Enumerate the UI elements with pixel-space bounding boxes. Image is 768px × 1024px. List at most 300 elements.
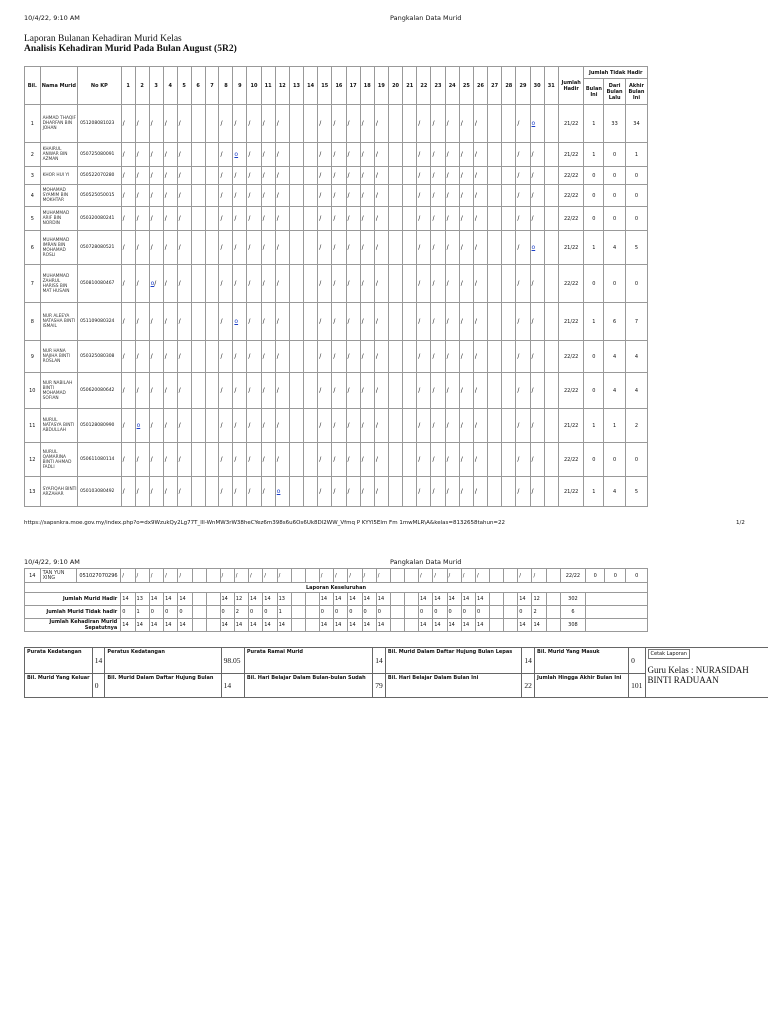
day-21-cell [403,409,417,443]
day-2-cell: / [135,265,149,303]
student-ic: 051109080324 [78,303,122,341]
day-18-cell: / [360,105,374,143]
day-12-cell: / [275,443,289,477]
day-27-cell [488,341,502,373]
day-14-cell [304,207,318,231]
day-12-cell[interactable] [275,477,289,507]
day-3-cell[interactable]: o/ [149,265,163,303]
day-31-cell [544,167,558,185]
student-ic: 050810080467 [78,265,122,303]
summary-day-value: 12 [532,593,546,606]
day-13-cell [289,443,303,477]
day-12-cell: / [275,207,289,231]
day-7-cell [205,185,219,207]
day-17-cell: / [346,373,360,409]
absent-end-month: 0 [625,207,647,231]
total-present: 22/22 [558,443,584,477]
day-6-cell [191,443,205,477]
day-23-cell: / [431,265,445,303]
day-6-cell [191,143,205,167]
student-row [25,303,648,341]
absent-previous: 0 [604,167,626,185]
summary-day-value: 14 [277,619,291,632]
day-15-cell: / [318,185,332,207]
summary-day-value: 13 [135,593,149,606]
day-19-cell: / [374,185,388,207]
day-17-cell: / [346,231,360,265]
day-20-cell [388,409,402,443]
day-8-cell: / [219,231,233,265]
absent-link[interactable]: o [276,488,281,495]
day-10-cell: / [247,105,261,143]
day-6-cell [191,231,205,265]
day-23-cell: / [431,409,445,443]
day-10-cell: / [247,443,261,477]
day-29-cell: / [516,185,530,207]
day-14-cell [304,373,318,409]
day-10-cell: / [247,477,261,507]
day-3-cell: / [149,341,163,373]
day-1-cell: / [121,105,135,143]
summary-day-value: 14 [447,619,461,632]
day-11-cell: / [261,207,275,231]
day-26-cell: / [473,409,487,443]
day-18-cell: / [360,477,374,507]
day-4-cell: / [163,167,177,185]
day-19-cell: / [374,341,388,373]
header-day: 6 [191,67,205,105]
day-23-cell: / [431,373,445,409]
summary-day-value: 14 [334,619,348,632]
summary-day-value: 0 [348,606,362,619]
day-30-cell: / [530,185,544,207]
day-15-cell: / [318,303,332,341]
day-31-cell [544,303,558,341]
absent-link[interactable]: o [136,422,141,429]
day-26-cell: / [473,373,487,409]
absent-end-month: 4 [625,373,647,409]
day-26-cell: / [473,167,487,185]
summary-day-value: 14 [220,619,234,632]
day-20-cell [388,477,402,507]
day-1-cell: / [121,409,135,443]
day-30-cell: / [530,477,544,507]
day-26-cell: / [473,443,487,477]
day-21-cell [403,231,417,265]
day-10-cell: / [249,569,263,583]
day-9-cell: / [233,105,247,143]
day-3-cell: / [149,373,163,409]
day-15-cell: / [318,207,332,231]
day-3-cell: / [149,207,163,231]
header-day: 29 [516,67,530,105]
daftar-lepas-label: Bil. Murid Dalam Daftar Hujung Bulan Lepas [385,648,522,674]
day-18-cell: / [362,569,376,583]
header-akhir-bulan: Akhir Bulan Ini [625,79,647,105]
day-18-cell: / [360,167,374,185]
day-27-cell [488,477,502,507]
day-26-cell: / [473,105,487,143]
absent-link[interactable]: o [234,151,239,158]
header-day: 17 [346,67,360,105]
day-28-cell [502,443,516,477]
day-15-cell: / [318,105,332,143]
day-15-cell: / [318,265,332,303]
day-31-cell [546,569,560,583]
summary-day-value: 14 [348,593,362,606]
day-18-cell: / [360,341,374,373]
day-28-cell [502,143,516,167]
day-7-cell [205,341,219,373]
day-18-cell: / [360,207,374,231]
day-1-cell: / [121,373,135,409]
summary-day-value [546,606,560,619]
day-23-cell: / [431,477,445,507]
day-18-cell: / [360,303,374,341]
attendance-table [24,66,648,507]
day-4-cell: / [163,409,177,443]
day-5-cell: / [177,167,191,185]
day-25-cell: / [459,265,473,303]
purata-kedatangan-value: 14 [92,648,105,674]
day-26-cell: / [473,231,487,265]
day-9-cell: / [233,207,247,231]
absent-end-month: 1 [625,143,647,167]
day-20-cell [388,207,402,231]
day-17-cell: / [346,443,360,477]
day-13-cell [289,409,303,443]
summary-day-value: 14 [164,593,178,606]
day-17-cell: / [346,265,360,303]
day-9-cell[interactable] [233,143,247,167]
day-4-cell: / [163,265,177,303]
day-13-cell [289,341,303,373]
total-present: 22/22 [560,569,585,583]
day-22-cell: / [417,341,431,373]
murid-masuk-value: 0 [629,648,645,674]
day-31-cell [544,265,558,303]
summary-label: Jumlah Murid Tidak hadir [25,606,121,619]
summary-day-value: 14 [418,593,432,606]
day-22-cell: / [417,409,431,443]
day-11-cell: / [261,185,275,207]
day-27-cell [490,569,504,583]
student-ic: 050325080308 [78,341,122,373]
day-14-cell [304,303,318,341]
day-11-cell: / [261,265,275,303]
day-17-cell: / [346,477,360,507]
purata-ramai-label: Purata Ramai Murid [244,648,372,674]
absent-previous: 4 [604,341,626,373]
day-25-cell: / [459,105,473,143]
day-30-cell[interactable] [530,105,544,143]
total-present: 22/22 [558,265,584,303]
day-23-cell: / [431,105,445,143]
print-report-button[interactable]: Cetak Laporan [648,649,690,659]
summary-day-value [291,593,305,606]
day-13-cell [289,373,303,409]
day-22-cell: / [417,443,431,477]
day-5-cell: / [177,143,191,167]
absent-this-month: 1 [584,231,604,265]
header-day: 21 [403,67,417,105]
page-url: https://sapsnkra.moe.gov.my/index.php?o=dx9WzukQy2Lg77T_lll-WnMW3rW38heCYez6m398s6u6Os6Uk8Dl2WW_Vfmq P KYYl5Elm Fm 1mwMLR\A&kelas=8132658tahun=22 [24,520,506,526]
day-15-cell: / [318,167,332,185]
day-4-cell: / [163,231,177,265]
day-6-cell [191,477,205,507]
summary-day-value [305,619,319,632]
day-20-cell [388,105,402,143]
student-name: SYAFIQAH BINTI ARZAHAR [40,477,77,507]
daftar-ini-label: Bil. Murid Dalam Daftar Hujung Bulan [105,674,221,698]
day-27-cell [488,105,502,143]
day-13-cell [289,143,303,167]
day-13-cell [291,569,305,583]
day-17-cell: / [346,341,360,373]
student-name: AHMAD THAQIF DHARFAN BIN JOHAN [40,105,77,143]
day-31-cell [544,105,558,143]
summary-empty [586,593,648,606]
day-22-cell: / [417,373,431,409]
total-present: 21/22 [558,477,584,507]
day-4-cell: / [163,143,177,167]
summary-day-value: 1 [135,606,149,619]
day-16-cell: / [332,231,346,265]
hari-ini-label: Bil. Hari Belajar Dalam Bulan Ini [385,674,522,698]
day-21-cell [403,373,417,409]
daftar-ini-value: 14 [221,674,244,698]
header-day: 22 [417,67,431,105]
day-29-cell: / [518,569,532,583]
summary-day-value [192,593,206,606]
day-12-cell: / [275,303,289,341]
day-9-cell: / [233,341,247,373]
day-12-cell: / [275,409,289,443]
day-26-cell: / [476,569,490,583]
header-day: 19 [374,67,388,105]
total-present: 21/22 [558,143,584,167]
day-9-cell: / [233,185,247,207]
summary-row [25,606,648,619]
day-11-cell: / [261,105,275,143]
total-present: 22/22 [558,207,584,231]
day-5-cell: / [177,373,191,409]
day-6-cell [191,373,205,409]
day-15-cell: / [318,341,332,373]
summary-day-value [490,593,504,606]
day-21-cell [405,569,419,583]
summary-day-value [504,619,518,632]
day-17-cell: / [346,143,360,167]
absent-this-month: 1 [584,105,604,143]
day-28-cell [504,569,518,583]
day-2-cell: / [135,143,149,167]
day-14-cell [304,167,318,185]
day-14-cell [304,341,318,373]
day-8-cell: / [220,569,234,583]
day-5-cell: / [177,105,191,143]
day-29-cell: / [516,265,530,303]
absent-previous: 33 [604,105,626,143]
day-7-cell [205,409,219,443]
day-24-cell: / [445,231,459,265]
absent-this-month: 0 [584,185,604,207]
summary-row [25,619,648,632]
day-27-cell [488,303,502,341]
day-17-cell: / [346,105,360,143]
day-30-cell: / [530,443,544,477]
day-17-cell: / [346,303,360,341]
day-2-cell: / [135,207,149,231]
summary-day-value: 14 [532,619,546,632]
day-5-cell: / [177,477,191,507]
student-name: MOHAMAD SYAMIM BIN MOKHTAR [40,185,77,207]
absent-this-month: 1 [584,143,604,167]
student-row [25,167,648,185]
student-name: NUR NABILAH BINTI MOHAMAD SOFIAN [40,373,77,409]
day-16-cell: / [332,143,346,167]
summary-day-value: 0 [121,606,135,619]
day-23-cell: / [431,207,445,231]
summary-day-value [504,606,518,619]
header-jumlah-hadir: Jumlah Hadir [558,67,584,105]
day-3-cell: / [149,167,163,185]
hingga-label: Jumlah Hingga Akhir Bulan Ini [535,674,629,698]
day-18-cell: / [360,443,374,477]
day-18-cell: / [360,185,374,207]
day-2-cell[interactable] [135,409,149,443]
day-7-cell [205,477,219,507]
absent-previous: 6 [604,303,626,341]
day-29-cell: / [516,303,530,341]
student-ic: 050320080241 [78,207,122,231]
day-8-cell: / [219,143,233,167]
header-row-1 [25,67,648,79]
murid-keluar-label: Bil. Murid Yang Keluar [25,674,93,698]
day-5-cell: / [177,341,191,373]
day-19-cell: / [374,477,388,507]
report-title: Laporan Bulanan Kehadiran Murid Kelas [24,34,182,44]
day-25-cell: / [459,185,473,207]
summary-day-value: 0 [476,606,490,619]
header-day: 30 [530,67,544,105]
header-day: 8 [219,67,233,105]
day-31-cell [544,477,558,507]
day-9-cell[interactable] [233,303,247,341]
day-12-cell: / [275,167,289,185]
day-12-cell: / [275,341,289,373]
student-row [25,105,648,143]
day-26-cell: / [473,303,487,341]
day-2-cell: / [135,341,149,373]
day-1-cell: / [121,443,135,477]
day-23-cell: / [431,143,445,167]
day-25-cell: / [459,409,473,443]
day-30-cell: / [530,409,544,443]
absent-link[interactable]: o [234,318,239,325]
student-ic: 051027070296 [77,569,121,583]
day-11-cell: / [261,477,275,507]
student-row [25,265,648,303]
absent-link[interactable]: o [531,120,536,127]
day-31-cell [544,341,558,373]
day-29-cell: / [516,207,530,231]
student-name: NUR HANA NAJIHA BINTI ROSLAN [40,341,77,373]
day-12-cell: / [275,105,289,143]
header-nama: Nama Murid [40,67,77,105]
summary-day-value: 0 [220,606,234,619]
summary-day-value: 0 [334,606,348,619]
day-20-cell [388,167,402,185]
day-14-cell [304,231,318,265]
absent-link[interactable]: o [531,244,536,251]
summary-day-value: 14 [476,593,490,606]
summary-day-value: 14 [376,619,390,632]
summary-total: 302 [560,593,585,606]
summary-day-value [546,619,560,632]
day-24-cell: / [445,105,459,143]
day-1-cell: / [121,143,135,167]
day-6-cell [191,265,205,303]
day-4-cell: / [163,207,177,231]
day-7-cell [205,265,219,303]
summary-day-value: 14 [121,593,135,606]
day-31-cell [544,207,558,231]
absent-end-month: 0 [626,569,648,583]
summary-title: Laporan Keseluruhan [25,583,648,593]
absent-link[interactable]: o [150,280,155,287]
header-day: 3 [149,67,163,105]
day-16-cell: / [332,303,346,341]
day-26-cell: / [473,185,487,207]
day-5-cell: / [177,231,191,265]
day-2-cell: / [135,303,149,341]
day-20-cell [388,303,402,341]
day-15-cell: / [318,231,332,265]
student-row [25,569,648,583]
day-30-cell[interactable] [530,231,544,265]
day-10-cell: / [247,265,261,303]
day-28-cell [502,185,516,207]
day-11-cell: / [261,143,275,167]
absent-this-month: 1 [584,303,604,341]
day-18-cell: / [360,409,374,443]
day-20-cell [388,265,402,303]
absent-end-month: 4 [625,341,647,373]
summary-day-value: 14 [263,619,277,632]
day-15-cell: / [318,409,332,443]
day-11-cell: / [261,167,275,185]
summary-day-value [305,606,319,619]
day-9-cell: / [233,373,247,409]
day-19-cell: / [374,105,388,143]
day-27-cell [488,443,502,477]
summary-day-value [206,593,220,606]
student-row [25,231,648,265]
day-19-cell: / [374,207,388,231]
summary-day-value: 14 [461,593,475,606]
day-24-cell: / [445,341,459,373]
student-name: KHOR HUI YI [40,167,77,185]
day-11-cell: / [261,341,275,373]
absent-this-month: 0 [584,265,604,303]
day-12-cell: / [275,143,289,167]
day-24-cell: / [445,207,459,231]
total-present: 22/22 [558,167,584,185]
day-20-cell [388,143,402,167]
day-7-cell [205,143,219,167]
day-29-cell: / [516,167,530,185]
